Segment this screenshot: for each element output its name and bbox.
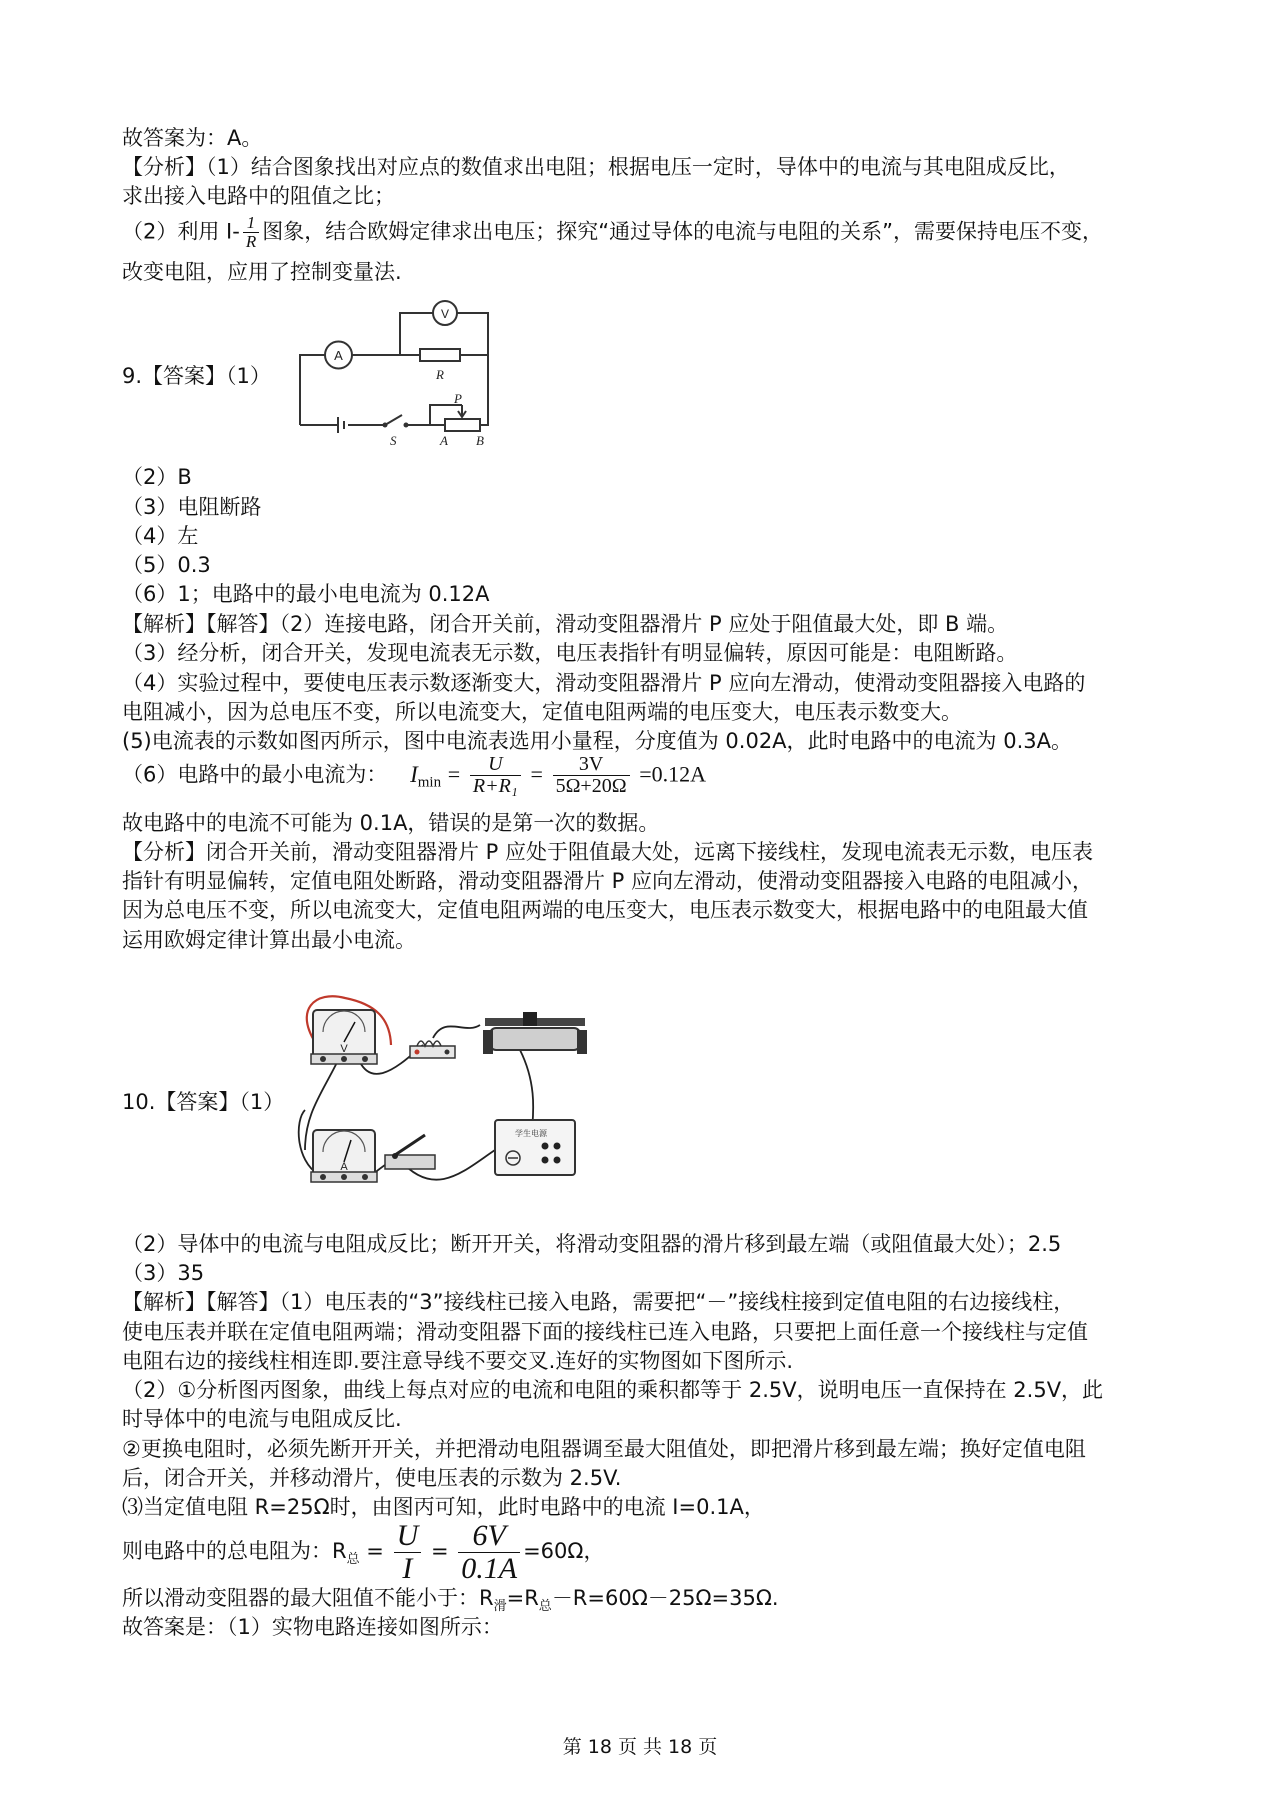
formula-subscript: min: [417, 774, 442, 791]
fraction-denominator: I: [402, 1551, 413, 1585]
answer-line: （2）导体中的电流与电阻成反比；断开开关，将滑动变阻器的滑片移到最左端（或阻值最大处）；2.5: [122, 1232, 1062, 1256]
question-label: 9.【答案】（1）: [122, 364, 271, 388]
formula-equals: =: [430, 1539, 449, 1563]
text-line: 后，闭合开关，并移动滑片，使电压表的示数为 2.5V.: [122, 1466, 622, 1490]
text-segment: 图象，结合欧姆定律求出电压；探究“通过导体的电流与电阻的关系”，需要保持电压不变，: [262, 219, 1103, 244]
text-segment: 则电路中的总电阻为：R: [122, 1539, 347, 1563]
text-line: 指针有明显偏转，定值电阻处断路，滑动变阻器滑片 P 应向左滑动，使滑动变阻器接入电路的电阻减小，: [122, 869, 1094, 893]
voltmeter-label: V: [440, 307, 450, 321]
text-line: 故答案是：（1）实物电路连接如图所示：: [122, 1615, 503, 1639]
text-line: 改变电阻，应用了控制变量法.: [122, 260, 402, 284]
text-line: 使电压表并联在定值电阻两端；滑动变阻器下面的接线柱已连入电路，只要把上面任意一个接线柱与定值: [122, 1320, 1088, 1344]
answer-line: （4）左: [122, 524, 199, 548]
text-segment: （6）电路中的最小电流为：: [122, 762, 388, 787]
text-line: （3）经分析，闭合开关，发现电流表无示数，电压表指针有明显偏转，原因可能是：电阻断路。: [122, 641, 1018, 665]
circuit-diagram: [290, 295, 530, 455]
formula-line: [122, 1520, 604, 1590]
resistor-device: [410, 1041, 455, 1058]
text-segment: 所以滑动变阻器的最大阻值不能小于：R: [122, 1586, 494, 1610]
text-line: （2）①分析图丙图象，曲线上每点对应的电流和电阻的乘积都等于 2.5V，说明电压一直保持在 2.5V，此: [122, 1378, 1104, 1402]
text-line: 电阻减小，因为总电压不变，所以电流变大，定值电阻两端的电压变大，电压表示数变大。: [122, 700, 962, 724]
text-line: 故答案为：A。: [122, 126, 263, 150]
end-a-label: A: [440, 433, 448, 448]
text-segment: －R=60Ω－25Ω=35Ω.: [551, 1586, 779, 1610]
fraction-numerator: U: [394, 1520, 422, 1553]
text-line: 因为总电压不变，所以电流变大，定值电阻两端的电压变大，电压表示数变大，根据电路中的电阻最大值: [122, 898, 1088, 922]
voltmeter-device: [311, 1010, 377, 1064]
fraction-denominator: 0.1A: [461, 1551, 518, 1585]
fraction-numerator: 3V: [553, 754, 630, 776]
ammeter-device: [311, 1130, 377, 1182]
text-line: (5)电流表的示数如图丙所示，图中电流表选用小量程，分度值为 0.02A，此时电路中的电流为 0.3A。: [122, 729, 1072, 753]
text-line: 故电路中的电流不可能为 0.1A，错误的是第一次的数据。: [122, 811, 660, 835]
fraction-numerator: 1: [243, 214, 259, 233]
fraction-denominator: R+R₁: [472, 775, 518, 797]
answer-line: （6）1；电路中的最小电电流为 0.12A: [122, 582, 490, 606]
fraction: [458, 1520, 520, 1584]
end-b-label: B: [476, 433, 484, 448]
fraction: [243, 214, 259, 251]
text-line: 时导体中的电流与电阻成反比.: [122, 1407, 402, 1431]
formula-symbol: I: [410, 761, 418, 787]
text-line: ②更换电阻时，必须先断开开关，并把滑动电阻器调至最大阻值处，即把滑片移到最左端；换好定值电阻: [122, 1437, 1086, 1461]
answer-line: （2）B: [122, 465, 192, 489]
fraction: [394, 1520, 422, 1584]
text-segment: （2）利用 I-: [122, 219, 240, 244]
formula-subscript: 总: [538, 1599, 552, 1615]
fraction-numerator: U: [470, 754, 521, 776]
ammeter-label: A: [334, 348, 343, 363]
fraction-denominator: 5Ω+20Ω: [555, 775, 627, 797]
text-line: 求出接入电路中的阻值之比；: [122, 184, 395, 208]
formula-line: [122, 754, 706, 803]
fraction-denominator: R: [245, 231, 257, 251]
text-line: 【分析】闭合开关前，滑动变阻器滑片 P 应处于阻值最大处，远离下接线柱，发现电流表无示数，电压表: [122, 840, 1094, 864]
formula-equals: =: [447, 761, 461, 787]
ammeter-label: A: [340, 1161, 348, 1173]
formula-result: =0.12A: [639, 761, 707, 787]
text-line: 【解析】【解答】（1）电压表的“3”接线柱已接入电路，需要把“－”接线柱接到定值电阻的右边接线柱，: [122, 1290, 1075, 1314]
text-line: ⑶当定值电阻 R=25Ω时，由图丙可知，此时电路中的电流 I=0.1A，: [122, 1495, 765, 1519]
question-label: 10.【答案】（1）: [122, 1090, 285, 1114]
slider-label: P: [454, 391, 462, 406]
switch-device: [385, 1135, 435, 1169]
text-line: 电阻右边的接线柱相连即.要注意导线不要交叉.连好的实物图如下图所示.: [122, 1349, 794, 1373]
answer-line: （3）35: [122, 1261, 205, 1285]
resistor-label: R: [436, 367, 444, 382]
text-segment: =R: [506, 1586, 539, 1610]
formula-result: =60Ω，: [523, 1539, 605, 1563]
text-line: 【解析】【解答】（2）连接电路，闭合开关前，滑动变阻器滑片 P 应处于阻值最大处，即 B 端。: [122, 612, 1009, 636]
formula-subscript: 总: [346, 1552, 360, 1568]
fraction-numerator: 6V: [458, 1520, 520, 1553]
text-line-with-fraction: [122, 214, 1103, 251]
answer-line: （5）0.3: [122, 553, 211, 577]
text-line: 运用欧姆定律计算出最小电流。: [122, 928, 416, 952]
answer-line: （3）电阻断路: [122, 495, 262, 519]
power-supply-device: [495, 1120, 575, 1175]
page-footer: 第 18 页 共 18 页: [562, 1736, 718, 1758]
switch-label: S: [390, 433, 397, 448]
formula-equals: =: [530, 761, 543, 787]
formula-subscript: 滑: [493, 1599, 507, 1615]
power-supply-label: 学生电源: [515, 1129, 547, 1138]
fraction: [470, 754, 521, 797]
fraction: [553, 754, 630, 797]
text-line: 【分析】（1）结合图象找出对应点的数值求出电阻；根据电压一定时，导体中的电流与其电阻成反比，: [122, 155, 1070, 179]
physical-circuit-photo: [295, 990, 615, 1200]
rheostat-device: [483, 1012, 587, 1054]
voltmeter-label: V: [340, 1043, 348, 1055]
text-line: （4）实验过程中，要使电压表示数逐渐变大，滑动变阻器滑片 P 应向左滑动，使滑动变阻器接入电路的: [122, 671, 1086, 695]
formula-equals: =: [366, 1539, 384, 1563]
